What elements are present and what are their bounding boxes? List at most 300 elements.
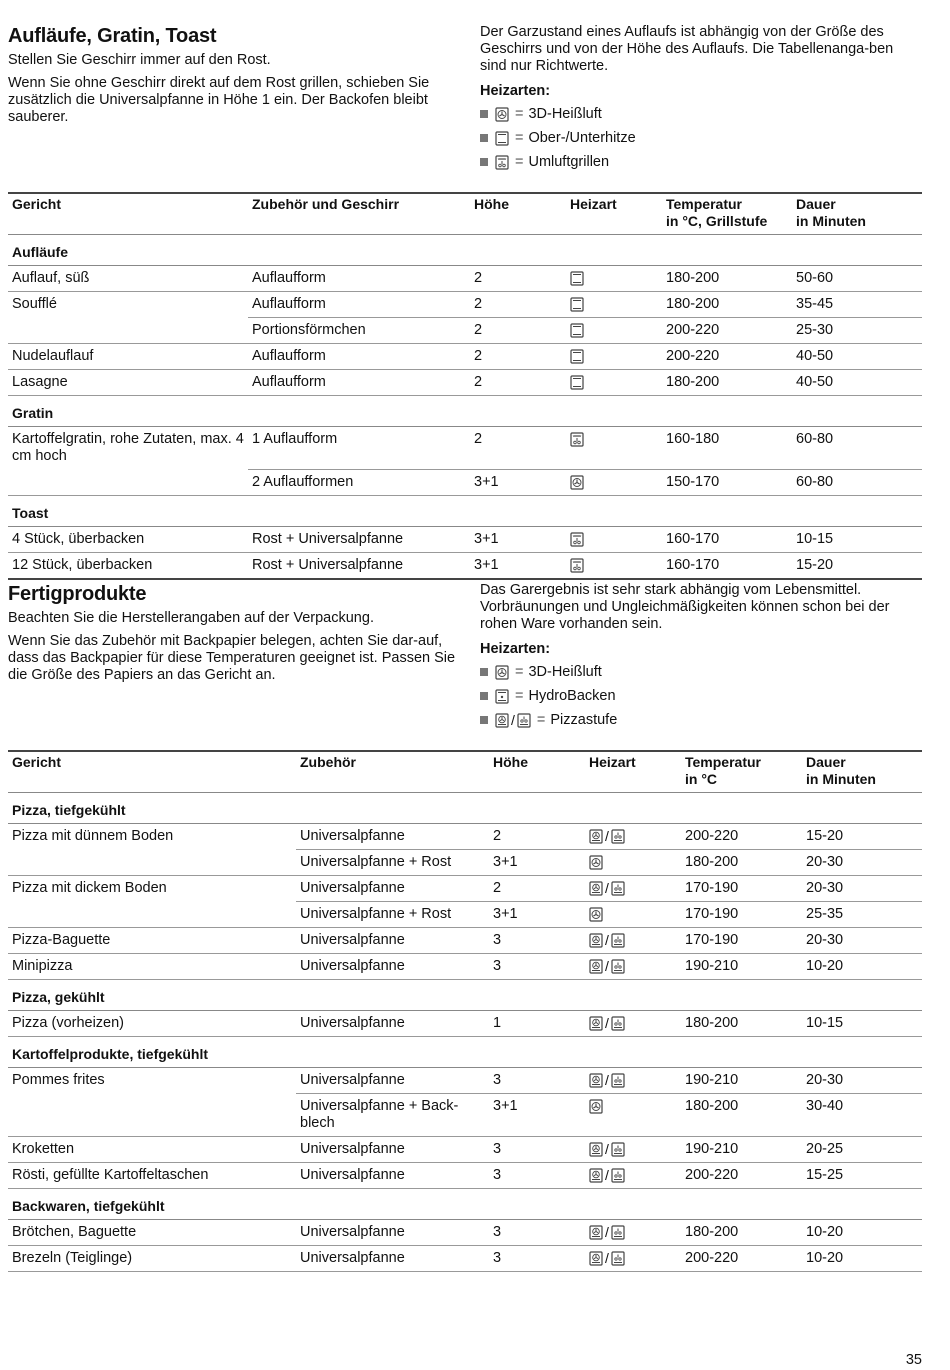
accessory-cell: Universalpfanne + Back-blech [296, 1094, 489, 1137]
temperature-cell: 180-200 [681, 1011, 802, 1037]
pizza-fan-icon [589, 881, 603, 896]
dish-cell: 12 Stück, überbacken [8, 552, 248, 579]
level-cell: 3 [489, 1068, 585, 1094]
level-cell: 3 [489, 1246, 585, 1272]
level-cell: 3 [489, 928, 585, 954]
top-bottom-heat-icon [570, 323, 584, 338]
intro-right-column [480, 582, 922, 732]
accessory-cell: Universalpfanne [296, 1137, 489, 1163]
duration-cell: 15-25 [802, 1163, 922, 1189]
heating-mode [495, 154, 509, 171]
dish-cell [8, 469, 248, 495]
pizza-bottom-icon [611, 1225, 625, 1240]
dish-cell: Kartoffelgratin, rohe Zutaten, max. 4 cm hoch [12, 431, 244, 464]
table-header [8, 751, 922, 793]
icon-separator: / [605, 1250, 609, 1266]
accessory-cell: Universalpfanne [296, 954, 489, 980]
legend-item [480, 102, 922, 126]
heating-mode [570, 431, 658, 448]
level-cell: 2 [470, 344, 566, 370]
dish-cell [8, 1094, 296, 1137]
dish-cell: Auflauf, süß [8, 266, 248, 292]
heating-cell [566, 552, 662, 579]
dish-cell: Nudelauflauf [8, 344, 248, 370]
column-header: Höhe [474, 196, 509, 212]
duration-cell: 10-20 [802, 954, 922, 980]
table-row [8, 1246, 922, 1272]
equals-sign: = [515, 664, 524, 680]
heating-mode [589, 880, 677, 897]
dish-cell: Brötchen, Baguette [8, 1220, 296, 1246]
pizza-bottom-icon [611, 1016, 625, 1031]
temperature-cell: 200-220 [681, 824, 802, 850]
heating-mode [570, 296, 658, 313]
heating-mode [570, 531, 658, 548]
pizza-fan-icon [589, 1251, 603, 1266]
heizarten-legend [480, 660, 922, 732]
temperature-cell: 180-200 [681, 1220, 802, 1246]
level-cell: 2 [470, 370, 566, 396]
heating-mode [570, 374, 658, 391]
heating-cell [585, 1011, 681, 1037]
heating-cell [566, 427, 662, 470]
icon-separator: / [511, 712, 515, 728]
accessory-cell: Auflaufform [248, 370, 470, 396]
duration-cell: 15-20 [802, 824, 922, 850]
pizza-fan-icon [495, 713, 509, 728]
icon-separator: / [605, 932, 609, 948]
temperature-cell: 180-200 [681, 1094, 802, 1137]
group-heading-row [8, 495, 922, 526]
dish-cell: Soufflé [12, 296, 57, 312]
fan-icon [495, 665, 509, 680]
temperature-cell: 190-210 [681, 1068, 802, 1094]
equals-sign: = [515, 688, 524, 704]
accessory-cell: Auflaufform [248, 344, 470, 370]
column-header: Gericht [12, 754, 62, 770]
heating-mode [589, 1167, 677, 1184]
group-heading: Backwaren, tiefgekühlt [8, 1189, 922, 1220]
icon-separator: / [605, 1072, 609, 1088]
bullet-icon [480, 158, 488, 166]
dish-cell: Pizza mit dickem Boden [12, 880, 167, 896]
column-header: Heizart [570, 196, 617, 212]
accessory-cell: Auflaufform [248, 292, 470, 318]
group-heading: Gratin [8, 396, 922, 427]
heating-mode [495, 130, 509, 147]
heating-cell [585, 928, 681, 954]
fan-icon [589, 907, 603, 922]
bullet-icon [480, 110, 488, 118]
pizza-fan-icon [589, 1225, 603, 1240]
duration-cell: 10-20 [802, 1246, 922, 1272]
table-row [8, 850, 922, 876]
intro-paragraph: Wenn Sie ohne Geschirr direkt auf dem Rost grillen, schieben Sie zusätzlich die Universalpfanne in Höhe 1 ein. Der Backofen bleibt sauberer. [8, 75, 430, 125]
duration-cell: 25-35 [802, 902, 922, 928]
table-row [8, 552, 922, 579]
equals-sign: = [515, 154, 524, 170]
table-row [8, 292, 922, 318]
dish-cell: Brezeln (Teiglinge) [8, 1246, 296, 1272]
legend-label: HydroBacken [528, 688, 616, 704]
column-header: Temperatur in °C, Grillstufe [666, 196, 768, 229]
level-cell: 2 [470, 427, 566, 470]
accessory-cell: Universalpfanne [296, 876, 489, 902]
heating-mode [589, 1015, 677, 1032]
heating-mode [570, 322, 658, 339]
pizza-bottom-icon [611, 959, 625, 974]
heating-mode [589, 1250, 677, 1267]
accessory-cell: Rost + Universalpfanne [248, 526, 470, 552]
group-heading: Kartoffelprodukte, tiefgekühlt [8, 1037, 922, 1068]
duration-cell: 30-40 [802, 1094, 922, 1137]
level-cell: 3+1 [470, 469, 566, 495]
level-cell: 2 [470, 292, 566, 318]
heizarten-legend [480, 102, 922, 174]
section-fertigprodukte [8, 582, 922, 1272]
intro-left-column [8, 24, 458, 132]
table-row [8, 1220, 922, 1246]
section-auflaeufe [8, 24, 922, 580]
level-cell: 3 [489, 1137, 585, 1163]
table-row [8, 1094, 922, 1137]
heating-cell [566, 292, 662, 318]
section-intro [8, 582, 922, 750]
heating-mode [589, 1141, 677, 1158]
bullet-icon [480, 134, 488, 142]
duration-cell: 10-15 [792, 526, 922, 552]
pizza-fan-icon [589, 829, 603, 844]
accessory-cell: Universalpfanne [296, 1068, 489, 1094]
icon-separator: / [605, 958, 609, 974]
top-bottom-heat-icon [570, 349, 584, 364]
duration-cell: 20-30 [802, 1068, 922, 1094]
equals-sign: = [515, 106, 524, 122]
convection-grill-icon [570, 532, 584, 547]
convection-grill-icon [570, 558, 584, 573]
heating-cell [585, 1163, 681, 1189]
temperature-cell: 200-220 [662, 344, 792, 370]
table-row [8, 318, 922, 344]
duration-cell: 15-20 [792, 552, 922, 579]
table-header [8, 193, 922, 235]
section-intro [8, 24, 922, 192]
duration-cell: 40-50 [792, 344, 922, 370]
dish-cell [8, 318, 248, 344]
group-heading-row [8, 1189, 922, 1220]
temperature-cell: 160-170 [662, 526, 792, 552]
legend-item [480, 660, 922, 684]
duration-cell: 10-15 [802, 1011, 922, 1037]
heating-mode [495, 664, 509, 681]
table-row [8, 526, 922, 552]
pizza-fan-icon [589, 1142, 603, 1157]
heating-cell [566, 370, 662, 396]
column-header: Dauer in Minuten [806, 754, 876, 787]
temperature-cell: 170-190 [681, 876, 802, 902]
dish-cell: Minipizza [8, 954, 296, 980]
level-cell: 1 [489, 1011, 585, 1037]
table-row [8, 876, 922, 902]
temperature-cell: 160-180 [662, 427, 792, 470]
temperature-cell: 180-200 [681, 850, 802, 876]
level-cell: 2 [470, 318, 566, 344]
column-header: Dauer in Minuten [796, 196, 866, 229]
temperature-cell: 170-190 [681, 928, 802, 954]
heating-mode [589, 828, 677, 845]
convection-grill-icon [495, 155, 509, 170]
pizza-bottom-icon [611, 881, 625, 896]
dish-cell: Pizza mit dünnem Boden [12, 828, 174, 844]
dish-cell [8, 850, 296, 876]
heating-cell [566, 318, 662, 344]
legend-label: Pizzastufe [550, 712, 618, 728]
group-heading: Toast [8, 495, 922, 526]
heating-mode [589, 1098, 677, 1115]
fan-icon [589, 1099, 603, 1114]
table-row [8, 427, 922, 470]
table-row [8, 1137, 922, 1163]
pizza-bottom-icon [611, 1168, 625, 1183]
heating-mode [495, 712, 531, 729]
heating-cell [585, 1094, 681, 1137]
pizza-bottom-icon [611, 1142, 625, 1157]
heating-cell [585, 1246, 681, 1272]
dish-cell: Kroketten [8, 1137, 296, 1163]
column-header: Zubehör und Geschirr [252, 196, 400, 212]
column-header: Zubehör [300, 754, 356, 770]
accessory-cell: Rost + Universalpfanne [248, 552, 470, 579]
top-bottom-heat-icon [570, 271, 584, 286]
heating-mode [495, 688, 509, 705]
fan-icon [495, 107, 509, 122]
dish-cell: Pizza (vorheizen) [8, 1011, 296, 1037]
accessory-cell: 1 Auflaufform [248, 427, 470, 470]
heizarten-title: Heizarten: [480, 641, 551, 657]
heating-cell [585, 1068, 681, 1094]
accessory-cell: 2 Auflaufformen [248, 469, 470, 495]
top-bottom-heat-icon [495, 131, 509, 146]
level-cell: 3+1 [470, 552, 566, 579]
group-heading-row [8, 1037, 922, 1068]
temperature-cell: 180-200 [662, 292, 792, 318]
heating-cell [566, 469, 662, 495]
group-heading: Aufläufe [8, 235, 922, 266]
heating-cell [585, 850, 681, 876]
icon-separator: / [605, 880, 609, 896]
level-cell: 3 [489, 954, 585, 980]
column-header: Gericht [12, 196, 62, 212]
duration-cell: 25-30 [792, 318, 922, 344]
equals-sign: = [515, 130, 524, 146]
temperature-cell: 150-170 [662, 469, 792, 495]
intro-paragraph: Stellen Sie Geschirr immer auf den Rost. [8, 52, 271, 68]
convection-grill-icon [570, 432, 584, 447]
table-row [8, 1068, 922, 1094]
duration-cell: 20-30 [802, 850, 922, 876]
accessory-cell: Universalpfanne [296, 1220, 489, 1246]
temperature-cell: 190-210 [681, 954, 802, 980]
pizza-bottom-icon [611, 1073, 625, 1088]
table-row [8, 266, 922, 292]
group-heading-row [8, 396, 922, 427]
icon-separator: / [605, 828, 609, 844]
level-cell: 2 [489, 876, 585, 902]
table-row [8, 902, 922, 928]
icon-separator: / [605, 1167, 609, 1183]
accessory-cell: Universalpfanne [296, 824, 489, 850]
accessory-cell: Universalpfanne [296, 1163, 489, 1189]
fan-icon [570, 475, 584, 490]
level-cell: 3+1 [489, 902, 585, 928]
accessory-cell: Universalpfanne [296, 928, 489, 954]
temperature-cell: 170-190 [681, 902, 802, 928]
heating-mode [589, 1072, 677, 1089]
temperature-cell: 200-220 [681, 1163, 802, 1189]
icon-separator: / [605, 1015, 609, 1031]
bullet-icon [480, 716, 488, 724]
bullet-icon [480, 692, 488, 700]
heating-mode [589, 1224, 677, 1241]
page-number: 35 [905, 1352, 922, 1368]
temperature-cell: 200-220 [681, 1246, 802, 1272]
equals-sign: = [536, 712, 546, 728]
level-cell: 3 [489, 1220, 585, 1246]
temperature-cell: 180-200 [662, 370, 792, 396]
table-row [8, 469, 922, 495]
pizza-fan-icon [589, 959, 603, 974]
heating-mode [570, 348, 658, 365]
heating-mode [589, 854, 677, 871]
dish-cell: 4 Stück, überbacken [8, 526, 248, 552]
heating-mode [589, 906, 677, 923]
intro-paragraph: Beachten Sie die Herstellerangaben auf der Verpackung. [8, 610, 374, 626]
table-row [8, 824, 922, 850]
accessory-cell: Auflaufform [248, 266, 470, 292]
intro-note: Der Garzustand eines Auflaufs ist abhängig von der Größe des Geschirrs und von der Höhe des Auflaufs. Die Tabellenanga-ben sind nur Richtwerte. [480, 24, 894, 74]
heating-mode [589, 958, 677, 975]
heating-cell [585, 824, 681, 850]
legend-item [480, 684, 922, 708]
temperature-cell: 200-220 [662, 318, 792, 344]
heating-cell [566, 266, 662, 292]
level-cell: 3 [489, 1163, 585, 1189]
accessory-cell: Universalpfanne + Rost [296, 850, 489, 876]
legend-item [480, 150, 922, 174]
pizza-bottom-icon [611, 933, 625, 948]
column-header: Heizart [589, 754, 636, 770]
heating-mode [570, 270, 658, 287]
dish-cell: Pizza-Baguette [8, 928, 296, 954]
icon-separator: / [605, 1224, 609, 1240]
level-cell: 3+1 [489, 1094, 585, 1137]
dish-cell: Rösti, gefüllte Kartoffeltaschen [8, 1163, 296, 1189]
group-heading-row [8, 980, 922, 1011]
intro-left-column [8, 582, 458, 690]
duration-cell: 20-25 [802, 1137, 922, 1163]
legend-item [480, 126, 922, 150]
heating-cell [585, 902, 681, 928]
duration-cell: 60-80 [792, 469, 922, 495]
pizza-fan-icon [589, 1073, 603, 1088]
heating-cell [585, 1220, 681, 1246]
duration-cell: 60-80 [792, 427, 922, 470]
legend-label: Umluftgrillen [528, 154, 610, 170]
pizza-fan-icon [589, 1016, 603, 1031]
column-header: Temperatur in °C [685, 754, 761, 787]
temperature-cell: 160-170 [662, 552, 792, 579]
fan-icon [589, 855, 603, 870]
temperature-cell: 190-210 [681, 1137, 802, 1163]
icon-separator: / [605, 1141, 609, 1157]
temperature-cell: 180-200 [662, 266, 792, 292]
accessory-cell: Universalpfanne [296, 1246, 489, 1272]
heating-mode [570, 474, 658, 491]
heating-cell [585, 876, 681, 902]
heating-cell [566, 344, 662, 370]
heating-mode [495, 106, 509, 123]
duration-cell: 40-50 [792, 370, 922, 396]
level-cell: 3+1 [470, 526, 566, 552]
duration-cell: 10-20 [802, 1220, 922, 1246]
duration-cell: 35-45 [792, 292, 922, 318]
group-heading-row [8, 235, 922, 266]
legend-label: Ober-/Unterhitze [528, 130, 636, 146]
heating-mode [570, 557, 658, 574]
heating-cell [585, 1137, 681, 1163]
heating-cell [585, 954, 681, 980]
level-cell: 2 [489, 824, 585, 850]
group-heading-row [8, 793, 922, 824]
accessory-cell: Universalpfanne [296, 1011, 489, 1037]
column-header: Höhe [493, 754, 528, 770]
heizarten-title: Heizarten: [480, 83, 551, 99]
legend-label: 3D-Heißluft [528, 106, 602, 122]
pizza-fan-icon [589, 1168, 603, 1183]
table-row [8, 344, 922, 370]
heating-cell [566, 526, 662, 552]
pizza-bottom-icon [517, 713, 531, 728]
group-heading: Pizza, tiefgekühlt [8, 793, 922, 824]
top-bottom-heat-icon [570, 375, 584, 390]
pizza-bottom-icon [611, 1251, 625, 1266]
legend-item [480, 708, 922, 732]
group-heading: Pizza, gekühlt [8, 980, 922, 1011]
duration-cell: 20-30 [802, 876, 922, 902]
section-title: Fertigprodukte [8, 583, 147, 605]
legend-label: 3D-Heißluft [528, 664, 602, 680]
table-row [8, 1163, 922, 1189]
section-title: Aufläufe, Gratin, Toast [8, 25, 217, 47]
table-row [8, 1011, 922, 1037]
accessory-cell: Portionsförmchen [248, 318, 470, 344]
pizza-bottom-icon [611, 829, 625, 844]
dish-cell: Pommes frites [12, 1072, 105, 1088]
table-row [8, 370, 922, 396]
table-row [8, 928, 922, 954]
dish-cell [8, 902, 296, 928]
pizza-fan-icon [589, 933, 603, 948]
top-bottom-heat-icon [570, 297, 584, 312]
level-cell: 3+1 [489, 850, 585, 876]
hydro-baking-icon [495, 689, 509, 704]
intro-right-column [480, 24, 922, 174]
level-cell: 2 [470, 266, 566, 292]
cooking-table [8, 750, 922, 1272]
dish-cell: Lasagne [8, 370, 248, 396]
intro-note: Das Garergebnis ist sehr stark abhängig vom Lebensmittel. Vorbräunungen und Ungleichmäßigkeiten können schon bei der rohen Ware vorhanden sein. [480, 582, 890, 632]
table-row [8, 954, 922, 980]
